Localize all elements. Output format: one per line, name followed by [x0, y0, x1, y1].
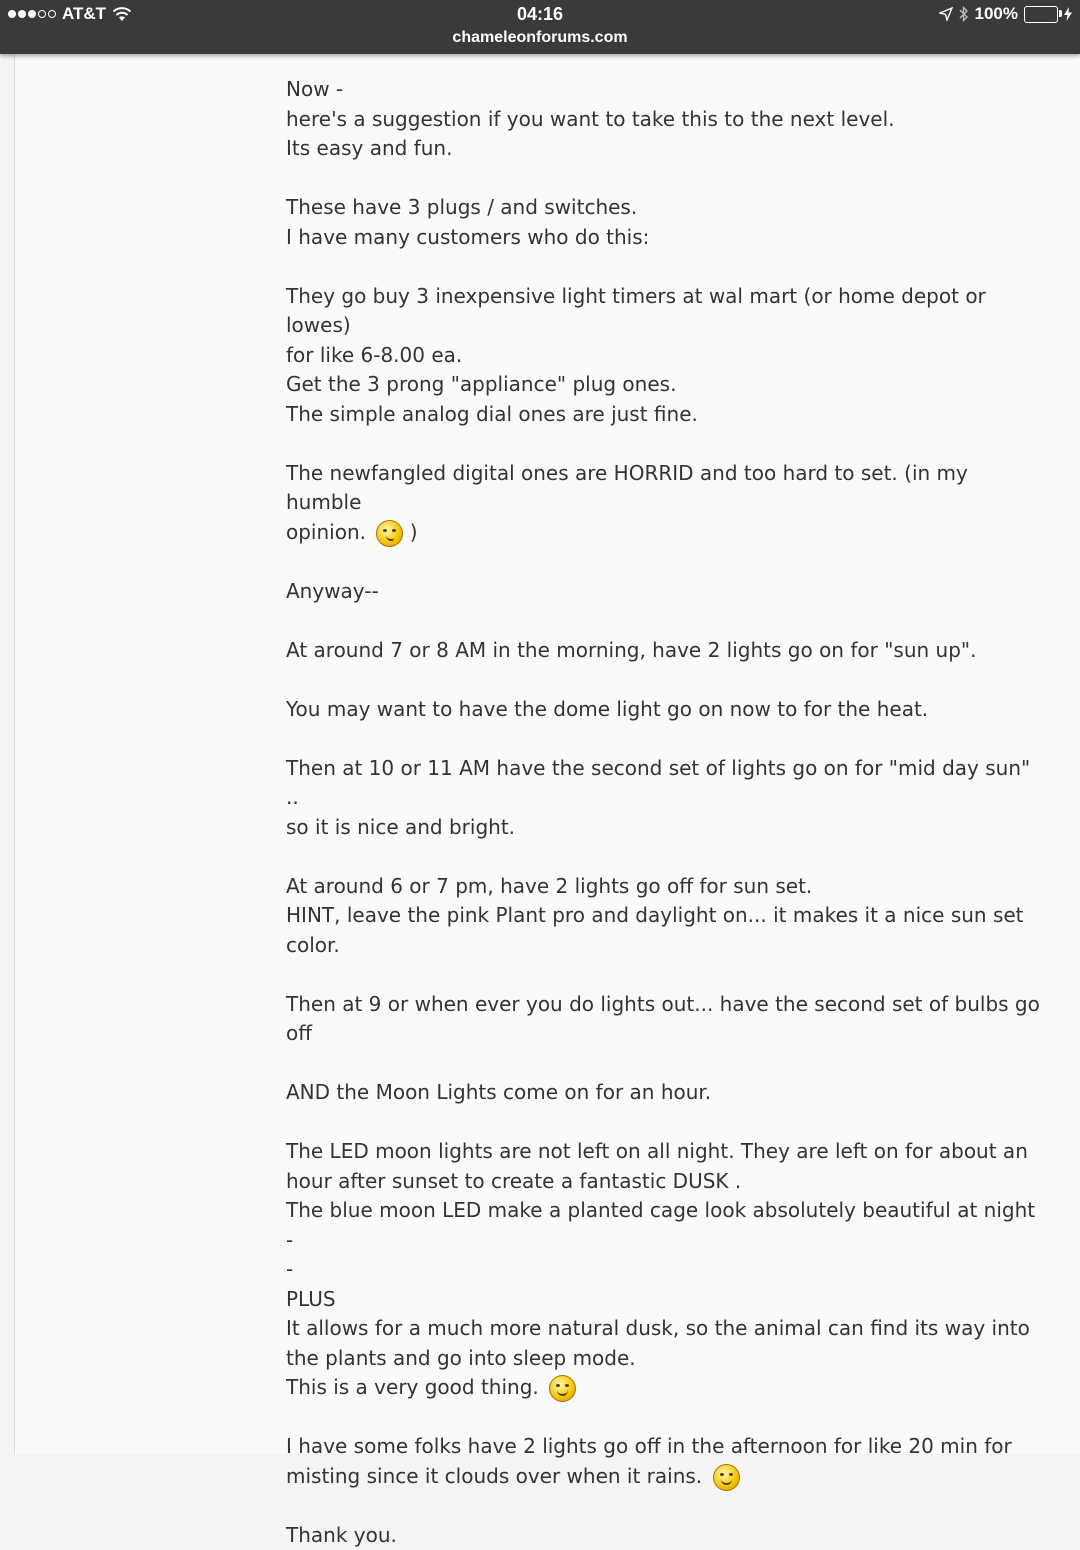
post-line: PLUS [286, 1285, 1046, 1315]
location-arrow-icon [939, 7, 953, 21]
post-line: Get the 3 prong "appliance" plug ones. [286, 370, 1046, 400]
post-line-text: This is a very good thing. [286, 1375, 539, 1399]
post-line: Anyway-- [286, 577, 1046, 607]
post-line: At around 6 or 7 pm, have 2 lights go off for sun set. [286, 872, 1046, 902]
post-line: Then at 9 or when ever you do lights out... have the second set of bulbs go [286, 990, 1046, 1020]
post-line: hour after sunset to create a fantastic DUSK . [286, 1167, 1046, 1197]
post-line: The simple analog dial ones are just fine. [286, 400, 1046, 430]
post-line: It allows for a much more natural dusk, so the animal can find its way into [286, 1314, 1046, 1344]
post-line: - [286, 1255, 1046, 1285]
post-line-with-emoji [286, 1373, 1046, 1403]
post-line: Then at 10 or 11 AM have the second set of lights go on for "mid day sun" .. [286, 754, 1046, 813]
post-line: The blue moon LED make a planted cage look absolutely beautiful at night - [286, 1196, 1046, 1255]
carrier-name: AT&T [62, 4, 106, 24]
smile-smiley-icon [549, 1375, 576, 1402]
battery-status [939, 4, 1072, 24]
post-line: These have 3 plugs / and switches. [286, 193, 1046, 223]
post-line: for like 6-8.00 ea. [286, 341, 1046, 371]
post-line: Now - [286, 75, 1046, 105]
charging-bolt-icon [1064, 7, 1072, 21]
post-line: You may want to have the dome light go on now to for the heat. [286, 695, 1046, 725]
post-line: off [286, 1019, 1046, 1049]
battery-percent: 100% [975, 4, 1018, 24]
status-bar [0, 0, 1080, 54]
post-line: here's a suggestion if you want to take this to the next level. [286, 105, 1046, 135]
wink-smiley-icon [376, 520, 403, 547]
post-line: Its easy and fun. [286, 134, 1046, 164]
forum-post-body [286, 75, 1046, 1550]
post-line: the plants and go into sleep mode. [286, 1344, 1046, 1374]
post-line: They go buy 3 inexpensive light timers at wal mart (or home depot or lowes) [286, 282, 1046, 341]
close-paren: ) [410, 520, 418, 544]
post-line: At around 7 or 8 AM in the morning, have 2 lights go on for "sun up". [286, 636, 1046, 666]
post-line: I have many customers who do this: [286, 223, 1046, 253]
post-line: The LED moon lights are not left on all night. They are left on for about an [286, 1137, 1046, 1167]
address-bar-url[interactable]: chameleonforums.com [0, 29, 1080, 47]
post-line: HINT, leave the pink Plant pro and daylight on... it makes it a nice sun set [286, 901, 1046, 931]
post-line-with-emoji [286, 1462, 1046, 1492]
post-line: The newfangled digital ones are HORRID and too hard to set. (in my humble [286, 459, 1046, 518]
bluetooth-icon [959, 6, 969, 22]
post-line-text: opinion. [286, 520, 366, 544]
post-line-with-emoji [286, 518, 1046, 548]
post-line: I have some folks have 2 lights go off in the afternoon for like 20 min for [286, 1432, 1046, 1462]
post-line: color. [286, 931, 1046, 961]
smile-smiley-icon [713, 1464, 740, 1491]
post-line: AND the Moon Lights come on for an hour. [286, 1078, 1046, 1108]
post-line-text: misting since it clouds over when it rains. [286, 1464, 702, 1488]
battery-icon [1024, 6, 1058, 23]
clock: 04:16 [0, 4, 1080, 25]
post-line: so it is nice and bright. [286, 813, 1046, 843]
post-line: Thank you. [286, 1521, 1046, 1550]
